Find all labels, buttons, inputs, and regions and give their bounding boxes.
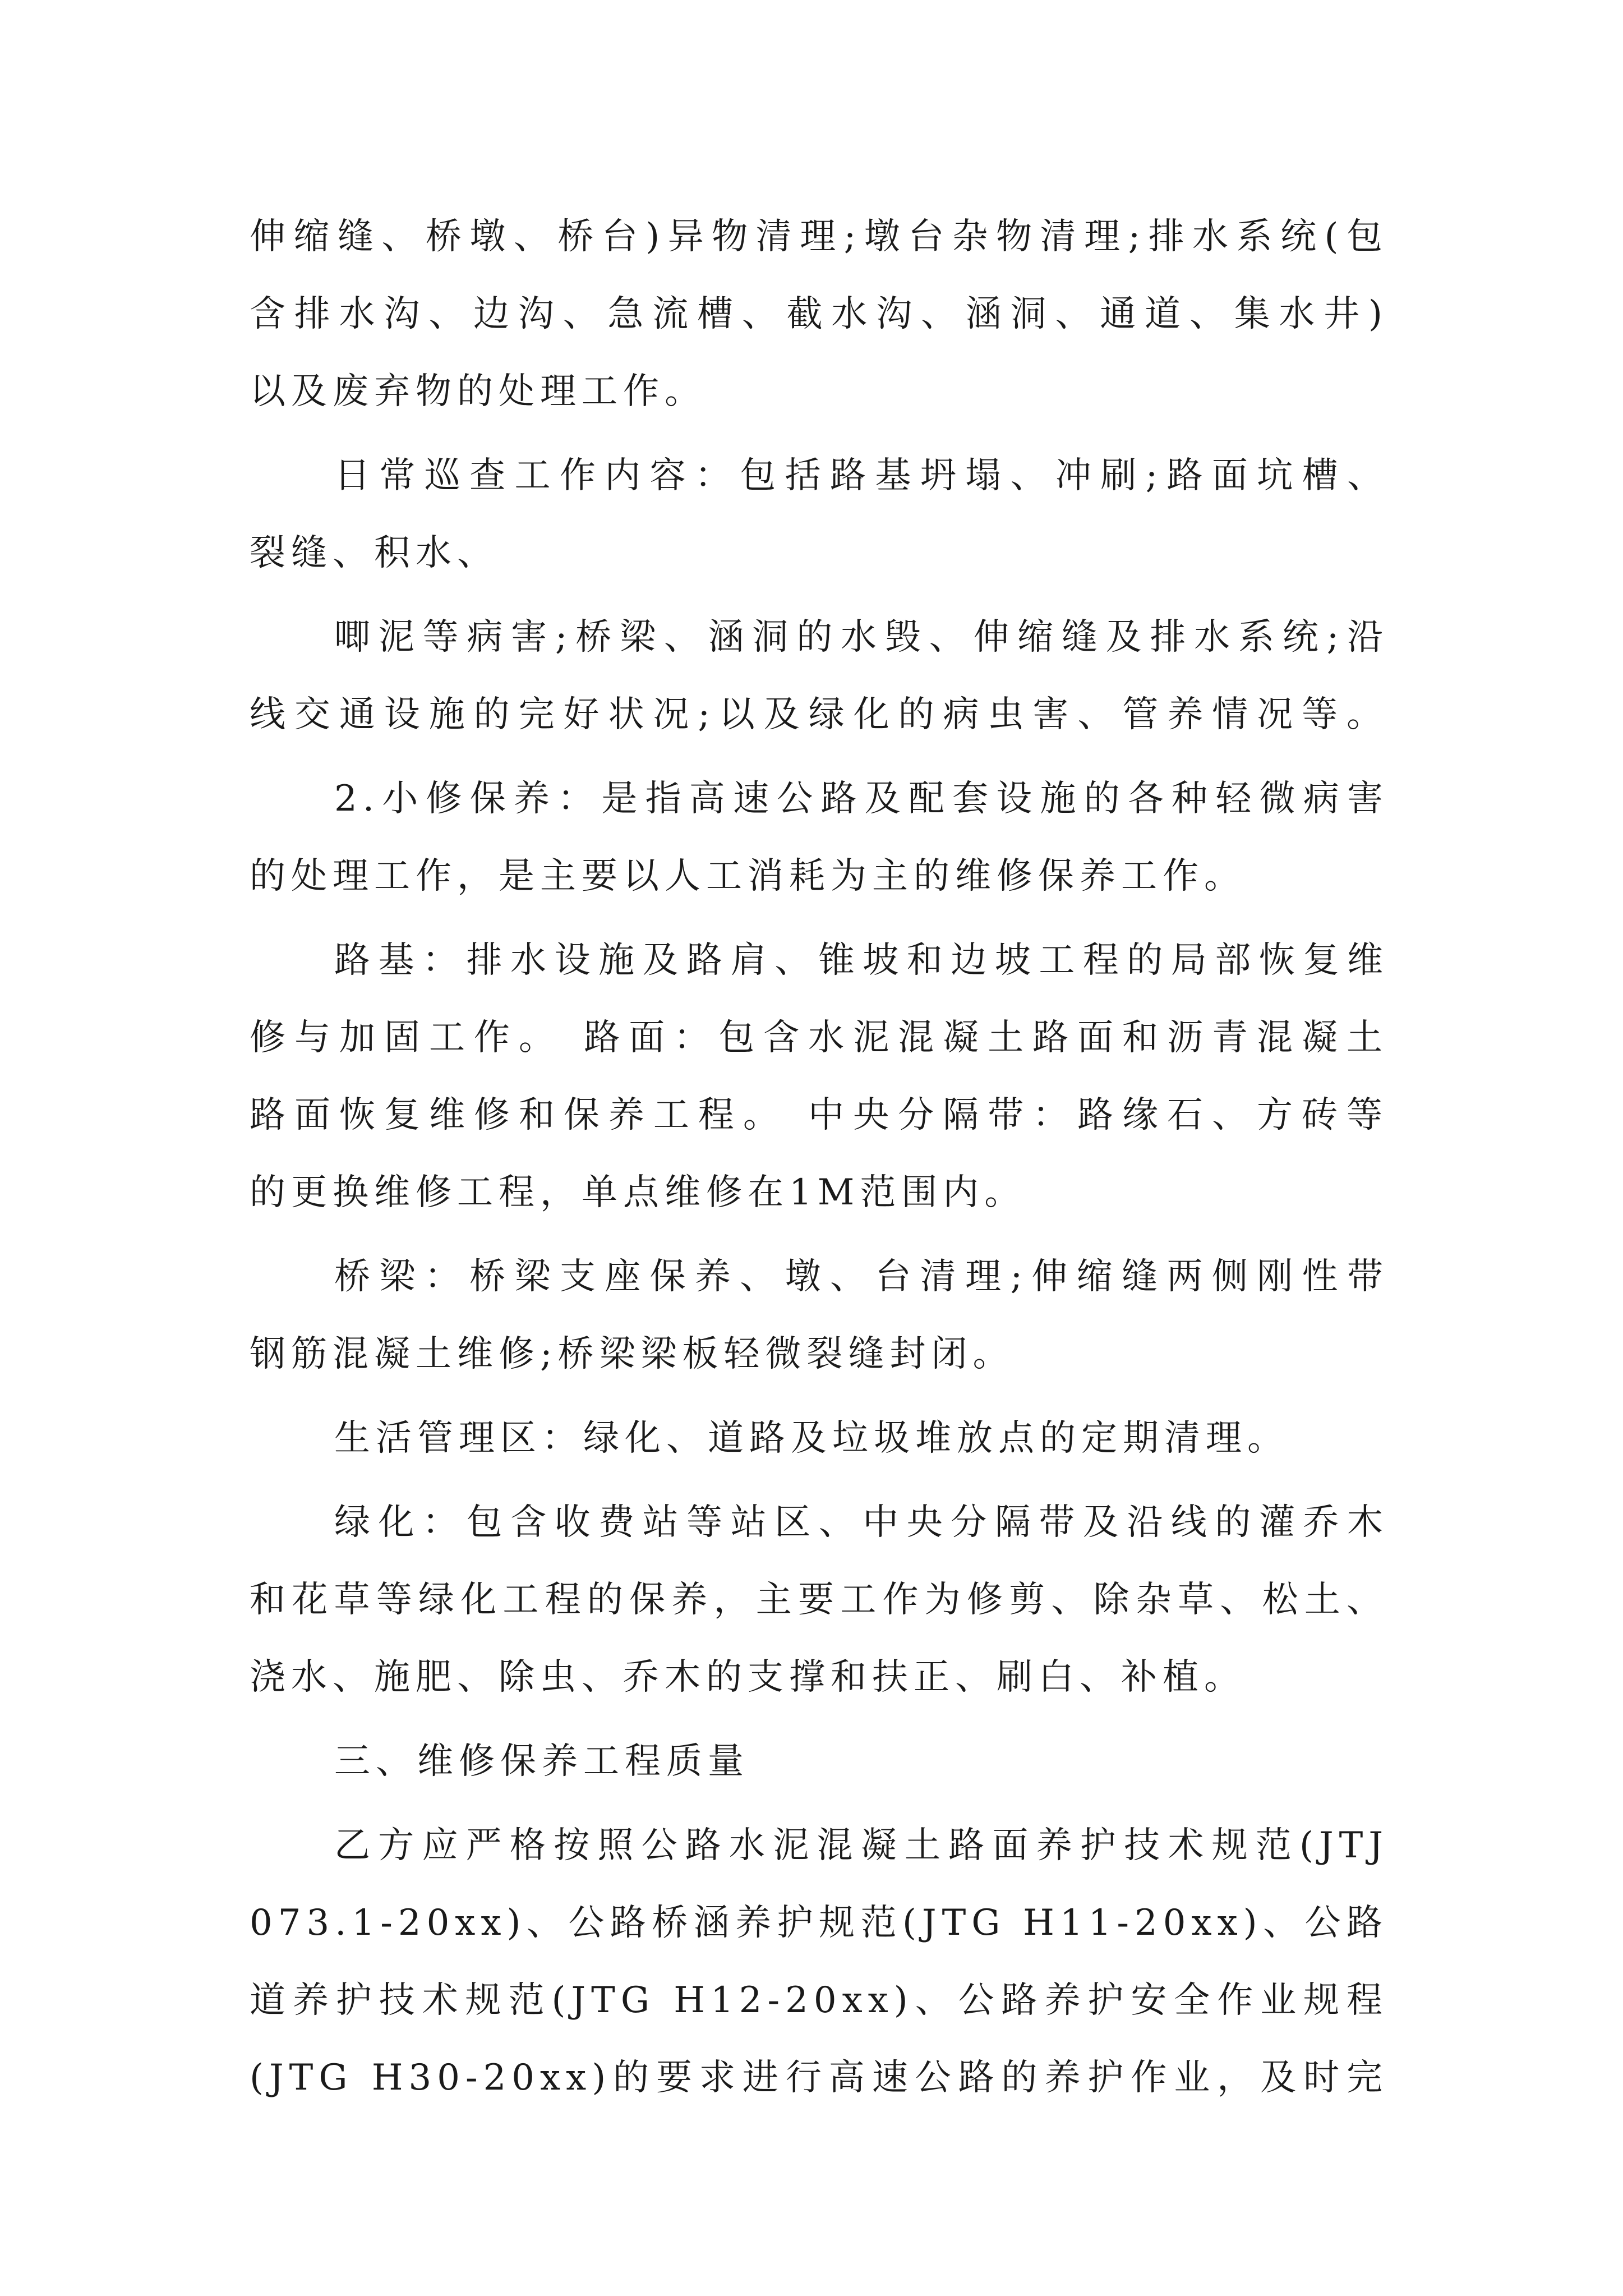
text-line-10: 路基：排水设施及路肩、锥坡和边坡工程的局部恢复维	[334, 940, 1389, 981]
text-line-18: 和花草等绿化工程的保养，主要工作为修剪、除杂草、松土、	[250, 1579, 1388, 1621]
section-heading: 三、维修保养工程质量	[334, 1741, 749, 1782]
text-line-21: 乙方应严格按照公路水泥混凝土路面养护技术规范(JTJ	[334, 1825, 1389, 1866]
text-line-12: 路面恢复维修和保养工程。 中央分隔带：路缘石、方砖等	[250, 1094, 1388, 1136]
text-line-5: 裂缝、积水、	[250, 532, 499, 574]
text-line-16: 生活管理区：绿化、道路及垃圾堆放点的定期清理。	[334, 1418, 1289, 1459]
text-line-22: 073.1-20xx)、公路桥涵养护规范(JTG H11-20xx)、公路	[250, 1902, 1388, 1944]
text-line-6: 唧泥等病害;桥梁、涵洞的水毁、伸缩缝及排水系统;沿	[334, 616, 1389, 658]
text-line-13: 的更换维修工程，单点维修在1M范围内。	[250, 1172, 1026, 1213]
text-line-19: 浇水、施肥、除虫、乔木的支撑和扶正、刷白、补植。	[250, 1657, 1246, 1698]
text-line-17: 绿化：包含收费站等站区、中央分隔带及沿线的灌乔木	[334, 1502, 1389, 1543]
text-line-3: 以及废弃物的处理工作。	[250, 371, 706, 412]
text-line-8: 2.小修保养：是指高速公路及配套设施的各种轻微病害	[334, 778, 1389, 820]
text-line-15: 钢筋混凝土维修;桥梁梁板轻微裂缝封闭。	[250, 1333, 1015, 1375]
text-line-2: 含排水沟、边沟、急流槽、截水沟、涵洞、通道、集水井)	[250, 293, 1388, 335]
text-line-4: 日常巡查工作内容：包括路基坍塌、冲刷;路面坑槽、	[334, 455, 1389, 496]
text-line-7: 线交通设施的完好状况;以及绿化的病虫害、管养情况等。	[250, 694, 1388, 735]
text-line-11: 修与加固工作。 路面：包含水泥混凝土路面和沥青混凝土	[250, 1017, 1388, 1059]
text-line-9: 的处理工作，是主要以人工消耗为主的维修保养工作。	[250, 855, 1246, 897]
text-line-23: 道养护技术规范(JTG H12-20xx)、公路养护安全作业规程	[250, 1980, 1388, 2021]
text-line-24: (JTG H30-20xx)的要求进行高速公路的养护作业，及时完	[250, 2057, 1388, 2099]
text-line-14: 桥梁：桥梁支座保养、墩、台清理;伸缩缝两侧刚性带	[334, 1256, 1389, 1297]
text-line-1: 伸缩缝、桥墩、桥台)异物清理;墩台杂物清理;排水系统(包	[250, 216, 1388, 257]
